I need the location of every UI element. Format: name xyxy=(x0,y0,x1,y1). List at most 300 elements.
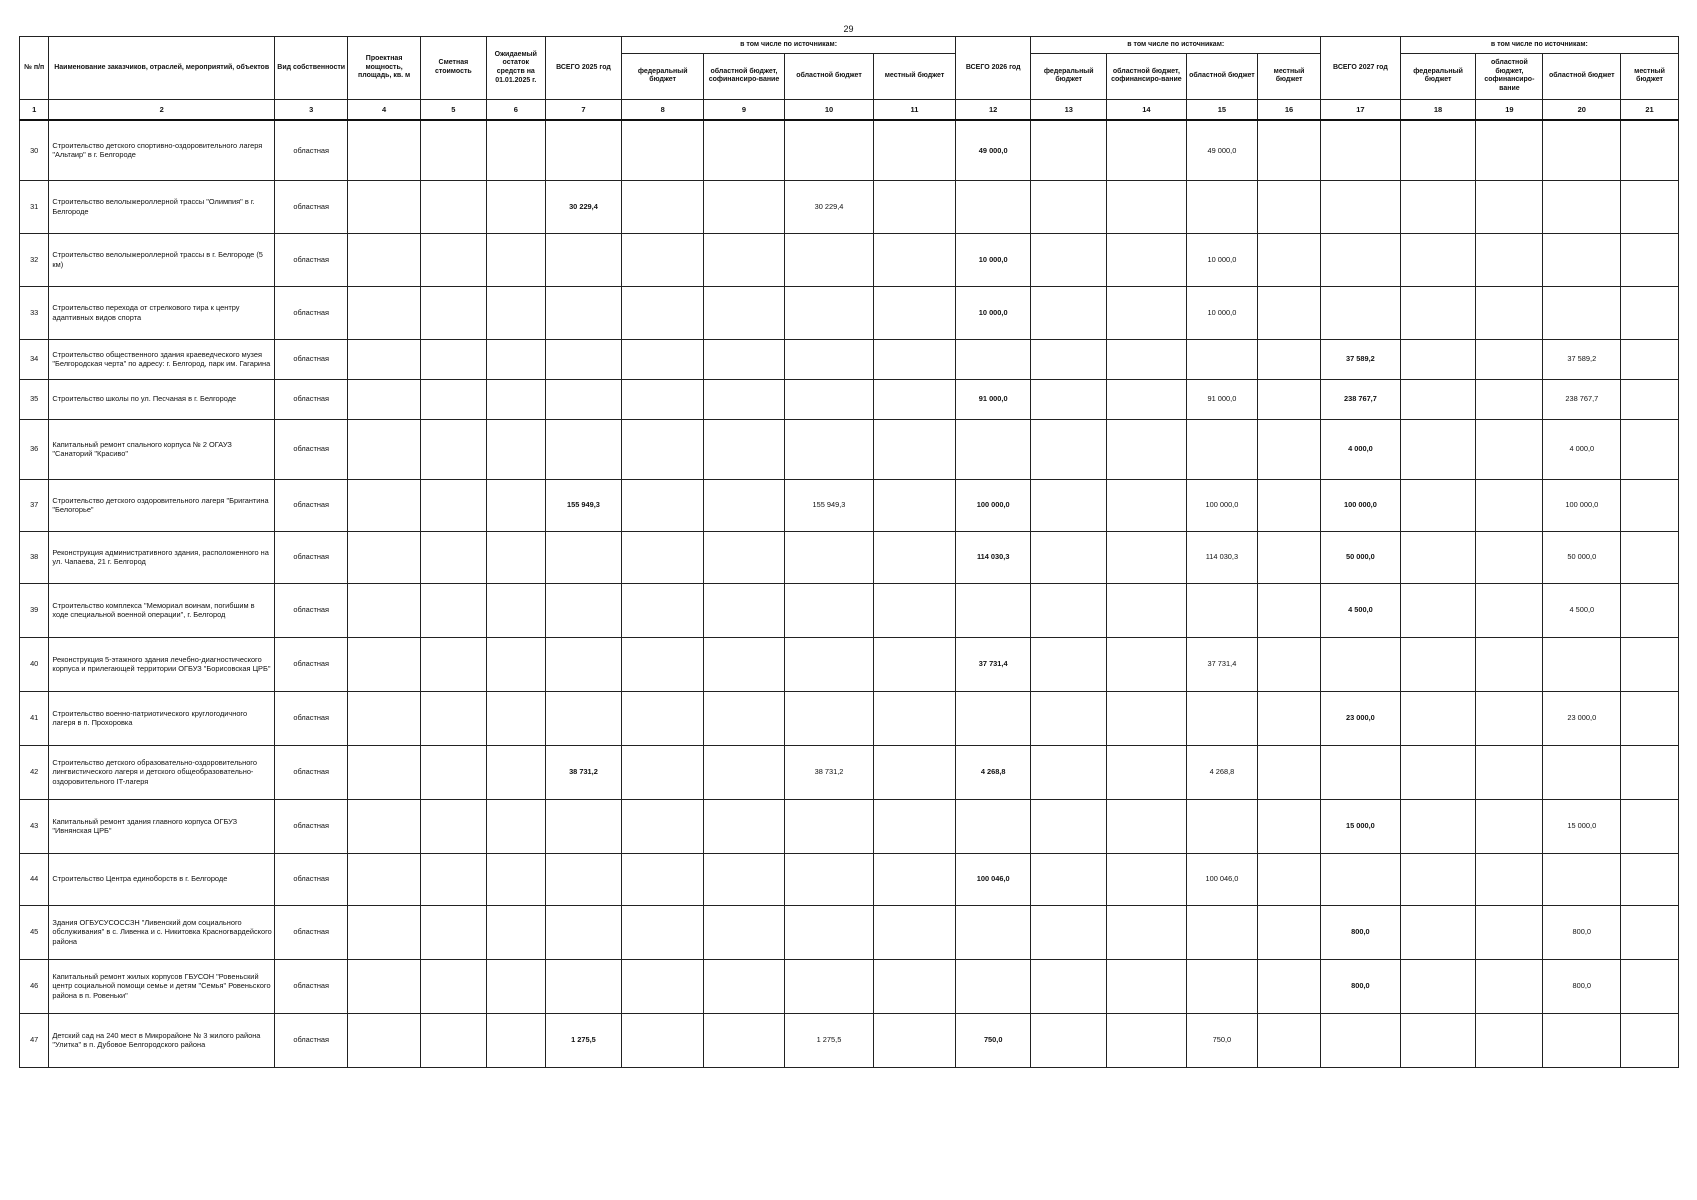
regional-2026-cell: 114 030,3 xyxy=(1186,531,1257,583)
row-number: 41 xyxy=(20,691,49,745)
estimated-cost-cell xyxy=(420,853,486,905)
capacity-cell xyxy=(348,339,420,379)
regional-2027-cell: 4 500,0 xyxy=(1543,583,1621,637)
column-number: 6 xyxy=(486,100,545,121)
table-row xyxy=(20,691,1679,745)
regional-2027-cell xyxy=(1543,286,1621,339)
estimated-cost-cell xyxy=(420,959,486,1013)
total-2026-cell: 49 000,0 xyxy=(955,120,1031,180)
header-ownership: Вид собственности xyxy=(274,37,347,100)
local-2025-cell xyxy=(874,180,956,233)
local-2025-cell xyxy=(874,637,956,691)
federal-2027-cell xyxy=(1400,379,1476,419)
total-2026-cell xyxy=(955,419,1031,479)
federal-2025-cell xyxy=(622,745,704,799)
local-2026-cell xyxy=(1258,379,1321,419)
local-2027-cell xyxy=(1621,286,1679,339)
row-number: 46 xyxy=(20,959,49,1013)
row-number: 37 xyxy=(20,479,49,531)
object-name: Капитальный ремонт здания главного корпуса ОГБУЗ "Ивнянская ЦРБ" xyxy=(49,799,275,853)
federal-2027-cell xyxy=(1400,419,1476,479)
capacity-cell xyxy=(348,286,420,339)
local-2026-cell xyxy=(1258,583,1321,637)
estimated-cost-cell xyxy=(420,531,486,583)
header-regional: областной бюджет xyxy=(784,53,873,99)
local-2026-cell xyxy=(1258,531,1321,583)
local-2026-cell xyxy=(1258,120,1321,180)
header-sources-2026: в том числе по источникам: xyxy=(1031,37,1321,54)
ownership-type: областная xyxy=(274,233,347,286)
regional-2025-cell: 30 229,4 xyxy=(784,180,873,233)
local-2026-cell xyxy=(1258,691,1321,745)
cofinancing-2027-cell xyxy=(1476,479,1543,531)
column-number: 19 xyxy=(1476,100,1543,121)
header-local: местный бюджет xyxy=(1621,53,1679,99)
object-name: Капитальный ремонт спального корпуса № 2 ОГАУЗ "Санаторий "Красиво" xyxy=(49,419,275,479)
federal-2025-cell xyxy=(622,479,704,531)
cofinancing-2027-cell xyxy=(1476,637,1543,691)
local-2026-cell xyxy=(1258,479,1321,531)
federal-2025-cell xyxy=(622,233,704,286)
column-number: 18 xyxy=(1400,100,1476,121)
federal-2026-cell xyxy=(1031,233,1107,286)
total-2027-cell: 4 500,0 xyxy=(1321,583,1401,637)
expected-balance-cell xyxy=(486,120,545,180)
total-2027-cell: 23 000,0 xyxy=(1321,691,1401,745)
total-2026-cell: 750,0 xyxy=(955,1013,1031,1067)
table-row xyxy=(20,180,1679,233)
regional-2027-cell: 4 000,0 xyxy=(1543,419,1621,479)
regional-2027-cell xyxy=(1543,745,1621,799)
object-name: Капитальный ремонт жилых корпусов ГБУСОН "Ровеньский центр социальной помощи семье и детям "Семья" Ровеньского района в п. Ровеньки" xyxy=(49,959,275,1013)
expected-balance-cell xyxy=(486,1013,545,1067)
estimated-cost-cell xyxy=(420,691,486,745)
cofinancing-2026-cell xyxy=(1107,531,1187,583)
total-2025-cell xyxy=(545,531,622,583)
total-2026-cell xyxy=(955,339,1031,379)
column-number: 3 xyxy=(274,100,347,121)
cofinancing-2025-cell xyxy=(704,1013,785,1067)
local-2025-cell xyxy=(874,339,956,379)
column-number: 9 xyxy=(704,100,785,121)
object-name: Строительство перехода от стрелкового тира к центру адаптивных видов спорта xyxy=(49,286,275,339)
local-2025-cell xyxy=(874,905,956,959)
capacity-cell xyxy=(348,479,420,531)
local-2027-cell xyxy=(1621,1013,1679,1067)
total-2025-cell xyxy=(545,959,622,1013)
ownership-type: областная xyxy=(274,1013,347,1067)
local-2025-cell xyxy=(874,959,956,1013)
regional-2026-cell xyxy=(1186,180,1257,233)
row-number: 44 xyxy=(20,853,49,905)
federal-2026-cell xyxy=(1031,691,1107,745)
estimated-cost-cell xyxy=(420,637,486,691)
object-name: Строительство детского оздоровительного лагеря "Бригантина "Белогорье" xyxy=(49,479,275,531)
object-name: Реконструкция 5-этажного здания лечебно-диагностического корпуса и прилегающей территории ОГБУЗ "Борисовская ЦРБ" xyxy=(49,637,275,691)
cofinancing-2026-cell xyxy=(1107,286,1187,339)
cofinancing-2026-cell xyxy=(1107,691,1187,745)
object-name: Строительство детского образовательно-оздоровительного лингвистического лагеря и детского общеобразовательно-оздоровительного IT-лагеря xyxy=(49,745,275,799)
local-2026-cell xyxy=(1258,419,1321,479)
federal-2026-cell xyxy=(1031,745,1107,799)
capacity-cell xyxy=(348,419,420,479)
local-2026-cell xyxy=(1258,1013,1321,1067)
column-number: 4 xyxy=(348,100,420,121)
federal-2025-cell xyxy=(622,120,704,180)
header-total-2026: ВСЕГО 2026 год xyxy=(955,37,1031,100)
federal-2026-cell xyxy=(1031,120,1107,180)
regional-2027-cell xyxy=(1543,180,1621,233)
regional-2025-cell xyxy=(784,120,873,180)
local-2027-cell xyxy=(1621,583,1679,637)
expected-balance-cell xyxy=(486,286,545,339)
cofinancing-2027-cell xyxy=(1476,905,1543,959)
column-number: 16 xyxy=(1258,100,1321,121)
header-estimated-cost: Сметная стоимость xyxy=(420,37,486,100)
column-number: 13 xyxy=(1031,100,1107,121)
ownership-type: областная xyxy=(274,120,347,180)
local-2026-cell xyxy=(1258,339,1321,379)
expected-balance-cell xyxy=(486,853,545,905)
estimated-cost-cell xyxy=(420,905,486,959)
cofinancing-2027-cell xyxy=(1476,339,1543,379)
table-row xyxy=(20,286,1679,339)
local-2025-cell xyxy=(874,799,956,853)
local-2027-cell xyxy=(1621,233,1679,286)
expected-balance-cell xyxy=(486,959,545,1013)
regional-2027-cell xyxy=(1543,853,1621,905)
local-2026-cell xyxy=(1258,799,1321,853)
local-2026-cell xyxy=(1258,959,1321,1013)
capacity-cell xyxy=(348,1013,420,1067)
regional-2026-cell: 750,0 xyxy=(1186,1013,1257,1067)
expected-balance-cell xyxy=(486,233,545,286)
regional-2026-cell xyxy=(1186,583,1257,637)
header-num: № п/п xyxy=(20,37,49,100)
regional-2026-cell: 4 268,8 xyxy=(1186,745,1257,799)
table-row xyxy=(20,120,1679,180)
federal-2027-cell xyxy=(1400,120,1476,180)
object-name: Строительство детского спортивно-оздоровительного лагеря "Альтаир" в г. Белгороде xyxy=(49,120,275,180)
ownership-type: областная xyxy=(274,531,347,583)
column-number: 12 xyxy=(955,100,1031,121)
federal-2025-cell xyxy=(622,583,704,637)
local-2027-cell xyxy=(1621,691,1679,745)
estimated-cost-cell xyxy=(420,745,486,799)
table-row xyxy=(20,339,1679,379)
cofinancing-2027-cell xyxy=(1476,419,1543,479)
ownership-type: областная xyxy=(274,180,347,233)
table-row xyxy=(20,583,1679,637)
total-2025-cell: 30 229,4 xyxy=(545,180,622,233)
cofinancing-2025-cell xyxy=(704,959,785,1013)
cofinancing-2027-cell xyxy=(1476,120,1543,180)
header-regional: областной бюджет xyxy=(1543,53,1621,99)
federal-2027-cell xyxy=(1400,180,1476,233)
local-2027-cell xyxy=(1621,853,1679,905)
column-number: 17 xyxy=(1321,100,1401,121)
row-number: 43 xyxy=(20,799,49,853)
regional-2027-cell: 800,0 xyxy=(1543,905,1621,959)
total-2027-cell xyxy=(1321,120,1401,180)
expected-balance-cell xyxy=(486,180,545,233)
cofinancing-2025-cell xyxy=(704,637,785,691)
federal-2026-cell xyxy=(1031,637,1107,691)
regional-2027-cell xyxy=(1543,637,1621,691)
table-row xyxy=(20,853,1679,905)
cofinancing-2027-cell xyxy=(1476,691,1543,745)
expected-balance-cell xyxy=(486,637,545,691)
expected-balance-cell xyxy=(486,799,545,853)
regional-2025-cell: 1 275,5 xyxy=(784,1013,873,1067)
cofinancing-2027-cell xyxy=(1476,531,1543,583)
column-number: 10 xyxy=(784,100,873,121)
federal-2026-cell xyxy=(1031,799,1107,853)
header-total-2027: ВСЕГО 2027 год xyxy=(1321,37,1401,100)
ownership-type: областная xyxy=(274,583,347,637)
federal-2025-cell xyxy=(622,286,704,339)
total-2027-cell xyxy=(1321,853,1401,905)
column-number: 1 xyxy=(20,100,49,121)
regional-2027-cell: 50 000,0 xyxy=(1543,531,1621,583)
table-row xyxy=(20,531,1679,583)
header-local: местный бюджет xyxy=(1258,53,1321,99)
header-federal: федеральный бюджет xyxy=(622,53,704,99)
regional-2025-cell xyxy=(784,419,873,479)
cofinancing-2025-cell xyxy=(704,419,785,479)
cofinancing-2025-cell xyxy=(704,379,785,419)
total-2027-cell: 800,0 xyxy=(1321,959,1401,1013)
expected-balance-cell xyxy=(486,479,545,531)
regional-2025-cell: 38 731,2 xyxy=(784,745,873,799)
regional-2026-cell xyxy=(1186,905,1257,959)
federal-2026-cell xyxy=(1031,339,1107,379)
regional-2025-cell xyxy=(784,959,873,1013)
total-2027-cell: 50 000,0 xyxy=(1321,531,1401,583)
capacity-cell xyxy=(348,120,420,180)
estimated-cost-cell xyxy=(420,479,486,531)
object-name: Строительство велолыжероллерной трассы в г. Белгороде (5 км) xyxy=(49,233,275,286)
column-number: 15 xyxy=(1186,100,1257,121)
estimated-cost-cell xyxy=(420,180,486,233)
table-row xyxy=(20,233,1679,286)
column-number: 5 xyxy=(420,100,486,121)
capacity-cell xyxy=(348,583,420,637)
total-2027-cell xyxy=(1321,180,1401,233)
row-number: 42 xyxy=(20,745,49,799)
regional-2026-cell xyxy=(1186,959,1257,1013)
total-2025-cell xyxy=(545,419,622,479)
local-2027-cell xyxy=(1621,419,1679,479)
object-name: Строительство военно-патриотического круглогодичного лагеря в п. Прохоровка xyxy=(49,691,275,745)
regional-2026-cell: 91 000,0 xyxy=(1186,379,1257,419)
header-name: Наименование заказчиков, отраслей, мероприятий, объектов xyxy=(49,37,275,100)
cofinancing-2026-cell xyxy=(1107,745,1187,799)
header-sources-2025: в том числе по источникам: xyxy=(622,37,956,54)
header-federal: федеральный бюджет xyxy=(1400,53,1476,99)
total-2026-cell: 114 030,3 xyxy=(955,531,1031,583)
capacity-cell xyxy=(348,959,420,1013)
object-name: Строительство общественного здания краеведческого музея "Белгородская черта" по адресу: г. Белгород, парк им. Гагарина xyxy=(49,339,275,379)
table-row xyxy=(20,479,1679,531)
total-2026-cell: 91 000,0 xyxy=(955,379,1031,419)
estimated-cost-cell xyxy=(420,233,486,286)
column-number: 21 xyxy=(1621,100,1679,121)
regional-2025-cell xyxy=(784,379,873,419)
total-2027-cell: 100 000,0 xyxy=(1321,479,1401,531)
cofinancing-2027-cell xyxy=(1476,286,1543,339)
header-sources-2027: в том числе по источникам: xyxy=(1400,37,1678,54)
cofinancing-2025-cell xyxy=(704,286,785,339)
total-2026-cell xyxy=(955,905,1031,959)
regional-2027-cell: 37 589,2 xyxy=(1543,339,1621,379)
total-2025-cell xyxy=(545,637,622,691)
row-number: 40 xyxy=(20,637,49,691)
object-name: Строительство школы по ул. Песчаная в г. Белгороде xyxy=(49,379,275,419)
row-number: 35 xyxy=(20,379,49,419)
object-name: Строительство велолыжероллерной трассы "Олимпия" в г. Белгороде xyxy=(49,180,275,233)
estimated-cost-cell xyxy=(420,379,486,419)
federal-2026-cell xyxy=(1031,1013,1107,1067)
federal-2026-cell xyxy=(1031,853,1107,905)
table-row xyxy=(20,959,1679,1013)
row-number: 30 xyxy=(20,120,49,180)
federal-2025-cell xyxy=(622,531,704,583)
table-row xyxy=(20,745,1679,799)
federal-2026-cell xyxy=(1031,583,1107,637)
federal-2025-cell xyxy=(622,637,704,691)
cofinancing-2026-cell xyxy=(1107,799,1187,853)
expected-balance-cell xyxy=(486,419,545,479)
total-2027-cell xyxy=(1321,637,1401,691)
column-number: 11 xyxy=(874,100,956,121)
total-2025-cell xyxy=(545,905,622,959)
cofinancing-2027-cell xyxy=(1476,180,1543,233)
federal-2025-cell xyxy=(622,799,704,853)
local-2027-cell xyxy=(1621,799,1679,853)
object-name: Реконструкция административного здания, расположенного на ул. Чапаева, 21 г. Белгород xyxy=(49,531,275,583)
local-2027-cell xyxy=(1621,905,1679,959)
local-2025-cell xyxy=(874,419,956,479)
federal-2026-cell xyxy=(1031,905,1107,959)
federal-2027-cell xyxy=(1400,531,1476,583)
cofinancing-2025-cell xyxy=(704,233,785,286)
cofinancing-2025-cell xyxy=(704,339,785,379)
local-2027-cell xyxy=(1621,120,1679,180)
table-row xyxy=(20,905,1679,959)
local-2026-cell xyxy=(1258,233,1321,286)
capacity-cell xyxy=(348,637,420,691)
local-2025-cell xyxy=(874,120,956,180)
ownership-type: областная xyxy=(274,286,347,339)
row-number: 36 xyxy=(20,419,49,479)
federal-2025-cell xyxy=(622,339,704,379)
cofinancing-2025-cell xyxy=(704,479,785,531)
cofinancing-2025-cell xyxy=(704,799,785,853)
table-row xyxy=(20,799,1679,853)
estimated-cost-cell xyxy=(420,799,486,853)
cofinancing-2026-cell xyxy=(1107,905,1187,959)
row-number: 47 xyxy=(20,1013,49,1067)
table-row xyxy=(20,419,1679,479)
local-2025-cell xyxy=(874,745,956,799)
expected-balance-cell xyxy=(486,339,545,379)
cofinancing-2025-cell xyxy=(704,180,785,233)
total-2026-cell: 37 731,4 xyxy=(955,637,1031,691)
ownership-type: областная xyxy=(274,637,347,691)
estimated-cost-cell xyxy=(420,286,486,339)
row-number: 34 xyxy=(20,339,49,379)
total-2025-cell xyxy=(545,120,622,180)
row-number: 45 xyxy=(20,905,49,959)
local-2027-cell xyxy=(1621,531,1679,583)
local-2027-cell xyxy=(1621,479,1679,531)
local-2026-cell xyxy=(1258,905,1321,959)
federal-2027-cell xyxy=(1400,479,1476,531)
expected-balance-cell xyxy=(486,745,545,799)
header-regional: областной бюджет xyxy=(1186,53,1257,99)
column-number: 7 xyxy=(545,100,622,121)
local-2027-cell xyxy=(1621,379,1679,419)
local-2025-cell xyxy=(874,286,956,339)
row-number: 31 xyxy=(20,180,49,233)
total-2025-cell xyxy=(545,583,622,637)
capacity-cell xyxy=(348,233,420,286)
local-2027-cell xyxy=(1621,339,1679,379)
cofinancing-2026-cell xyxy=(1107,180,1187,233)
regional-2025-cell xyxy=(784,583,873,637)
total-2025-cell: 38 731,2 xyxy=(545,745,622,799)
ownership-type: областная xyxy=(274,479,347,531)
table-row xyxy=(20,1013,1679,1067)
cofinancing-2025-cell xyxy=(704,531,785,583)
regional-2026-cell: 10 000,0 xyxy=(1186,286,1257,339)
regional-2025-cell xyxy=(784,691,873,745)
total-2026-cell xyxy=(955,583,1031,637)
local-2026-cell xyxy=(1258,180,1321,233)
total-2025-cell: 155 949,3 xyxy=(545,479,622,531)
object-name: Строительство комплекса "Мемориал воинам, погибшим в ходе специальной военной операции", г. Белгород xyxy=(49,583,275,637)
estimated-cost-cell xyxy=(420,583,486,637)
total-2025-cell xyxy=(545,691,622,745)
expected-balance-cell xyxy=(486,379,545,419)
local-2025-cell xyxy=(874,691,956,745)
federal-2027-cell xyxy=(1400,1013,1476,1067)
table-row xyxy=(20,637,1679,691)
cofinancing-2026-cell xyxy=(1107,637,1187,691)
cofinancing-2027-cell xyxy=(1476,1013,1543,1067)
capacity-cell xyxy=(348,691,420,745)
expected-balance-cell xyxy=(486,905,545,959)
header-cofinancing: областной бюджет, софинансиро-вание xyxy=(1107,53,1187,99)
local-2026-cell xyxy=(1258,286,1321,339)
regional-2027-cell: 238 767,7 xyxy=(1543,379,1621,419)
object-name: Здания ОГБУСУСОССЗН "Ливенский дом социального обслуживания" в с. Ливенка и с. Никитовка Красногвардейского района xyxy=(49,905,275,959)
regional-2025-cell xyxy=(784,799,873,853)
total-2027-cell: 37 589,2 xyxy=(1321,339,1401,379)
local-2025-cell xyxy=(874,379,956,419)
federal-2025-cell xyxy=(622,419,704,479)
federal-2027-cell xyxy=(1400,286,1476,339)
federal-2025-cell xyxy=(622,1013,704,1067)
total-2027-cell: 238 767,7 xyxy=(1321,379,1401,419)
ownership-type: областная xyxy=(274,959,347,1013)
cofinancing-2026-cell xyxy=(1107,479,1187,531)
header-expected-balance: Ожидаемый остаток средств на 01.01.2025 г. xyxy=(486,37,545,100)
federal-2027-cell xyxy=(1400,959,1476,1013)
header-local: местный бюджет xyxy=(874,53,956,99)
regional-2027-cell xyxy=(1543,1013,1621,1067)
